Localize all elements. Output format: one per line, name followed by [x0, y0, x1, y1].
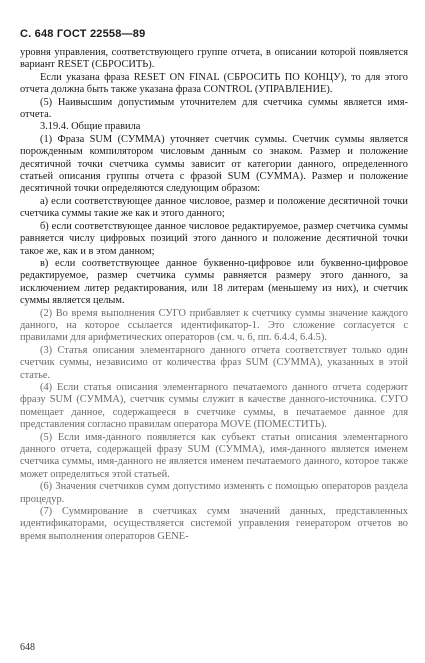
page-number: 648: [20, 642, 35, 653]
paragraph: (7) Суммирование в счетчиках сумм значений данных, представленных идентификаторами, осуществляется системой управления генератором отчетов во время выполнения операторов GENE-: [20, 506, 408, 542]
list-item: в) если соответствующее данное буквенно-цифровое или буквенно-цифровое редактируемое, размер счетчика суммы равняется размеру этого данного, за исключением литер редактирования, или 18 литерам (меньшему из них), и счетчик суммы является целым.: [20, 257, 408, 307]
document-body: [20, 47, 408, 543]
paragraph: (6) Значения счетчиков сумм допустимо изменять с помощью операторов раздела процедур.: [20, 481, 408, 505]
paragraph: уровня управления, соответствующего группе отчета, в описании которой появляется вариант RESET (СБРОСИТЬ).: [20, 47, 408, 71]
paragraph: (5) Наивысшим допустимым уточнителем для счетчика суммы является имя-отчета.: [20, 96, 408, 121]
list-item: б) если соответствующее данное числовое редактируемое, размер счетчика суммы равняется числу цифровых позиций этого данного и положение десятичной точки такое же, как и в этом данном;: [20, 220, 408, 257]
paragraph: (4) Если статья описания элементарного печатаемого данного отчета содержит фразу SUM (СУММА), счетчик суммы служит в качестве данного-источника. СУГО помещает данное, содержащееся в счетчике суммы, в печатаемое данное для представления согласно правилам оператора MOVE (ПОМЕСТИТЬ).: [20, 381, 408, 431]
section-heading: 3.19.4. Общие правила: [40, 121, 141, 133]
page-header: С. 648 ГОСТ 22558—89: [20, 28, 146, 40]
paragraph: (2) Во время выполнения СУГО прибавляет к счетчику суммы значение каждого данного, на которое ссылается идентификатор-1. Это сложение согласуется с правилами для арифметических операторов (см. ч. 6, пп. 6.4.4, 6.4.5).: [20, 307, 408, 344]
paragraph: (5) Если имя-данного появляется как субъект статьи описания элементарного данного отчета, содержащей фразу SUM (СУММА), имя-данного является именем счетчика суммы, имя-данного не является именем печатаемого данного, которое также может определяться этой статьей.: [20, 431, 408, 480]
list-item: а) если соответствующее данное числовое, размер и положение десятичной точки счетчика суммы такие же как и этого данного;: [20, 195, 408, 220]
paragraph: Если указана фраза RESET ON FINAL (СБРОСИТЬ ПО КОНЦУ), то для этого отчета должна быть также указана фраза CONTROL (УПРАВЛЕНИЕ).: [20, 71, 408, 96]
paragraph: (3) Статья описания элементарного данного отчета соответствует только один счетчик суммы, независимо от количества фраз SUM (СУММА), указанных в этой статье.: [20, 344, 408, 381]
paragraph: (1) Фраза SUM (СУММА) уточняет счетчик суммы. Счетчик суммы является порожденным компилятором числовым данным со знаком. Размер и положение десятичной точки счетчика суммы зависит от категории данного, определенного статьей описания группы отчета с фразой SUM (СУММА). Размер и положение десятичной точки определяются следующим образом:: [20, 133, 408, 195]
